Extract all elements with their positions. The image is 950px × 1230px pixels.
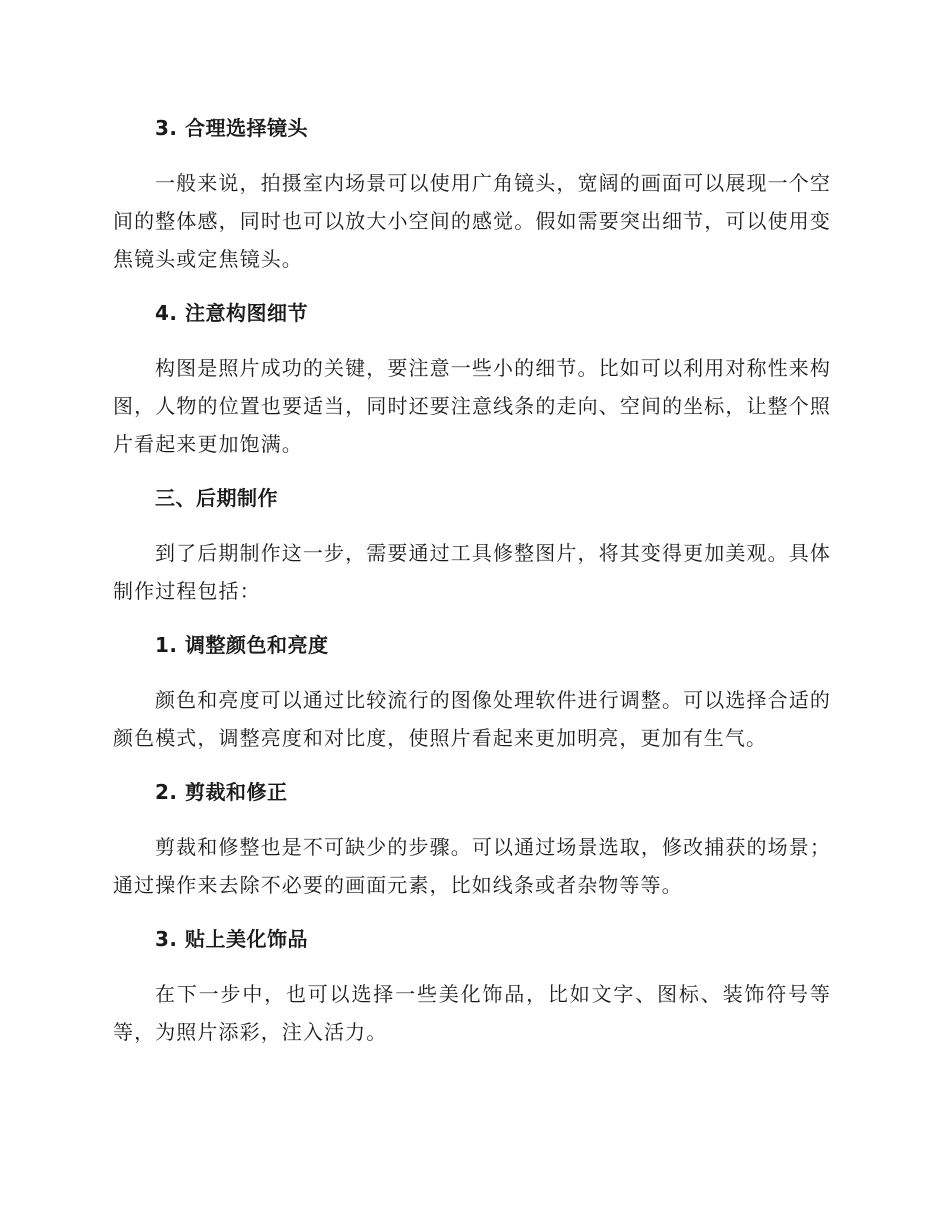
paragraph-lens: 一般来说，拍摄室内场景可以使用广角镜头，宽阔的画面可以展现一个空间的整体感，同时也可以放大小空间的感觉。假如需要突出细节，可以使用变焦镜头或定焦镜头。 bbox=[113, 171, 831, 271]
paragraph-composition: 构图是照片成功的关键，要注意一些小的细节。比如可以利用对称性来构图，人物的位置也要适当，同时还要注意线条的走向、空间的坐标，让整个照片看起来更加饱满。 bbox=[113, 356, 831, 456]
paragraph-post-production: 到了后期制作这一步，需要通过工具修整图片，将其变得更加美观。具体制作过程包括： bbox=[113, 541, 831, 603]
section-heading-color-brightness: 1. 调整颜色和亮度 bbox=[155, 633, 329, 657]
paragraph-decorations: 在下一步中，也可以选择一些美化饰品，比如文字、图标、装饰符号等等，为照片添彩，注入活力。 bbox=[113, 982, 831, 1044]
document-page bbox=[113, 110, 831, 1068]
section-heading-decorations: 3. 贴上美化饰品 bbox=[155, 927, 308, 951]
section-heading-crop-correct: 2. 剪裁和修正 bbox=[155, 780, 288, 804]
section-heading-choose-lens: 3. 合理选择镜头 bbox=[155, 116, 308, 140]
paragraph-color-brightness: 颜色和亮度可以通过比较流行的图像处理软件进行调整。可以选择合适的颜色模式，调整亮度和对比度，使照片看起来更加明亮，更加有生气。 bbox=[113, 688, 831, 750]
section-heading-composition: 4. 注意构图细节 bbox=[155, 301, 308, 325]
paragraph-crop-correct: 剪裁和修整也是不可缺少的步骤。可以通过场景选取，修改捕获的场景；通过操作来去除不必要的画面元素，比如线条或者杂物等等。 bbox=[113, 835, 831, 897]
section-heading-post-production: 三、后期制作 bbox=[155, 486, 278, 510]
